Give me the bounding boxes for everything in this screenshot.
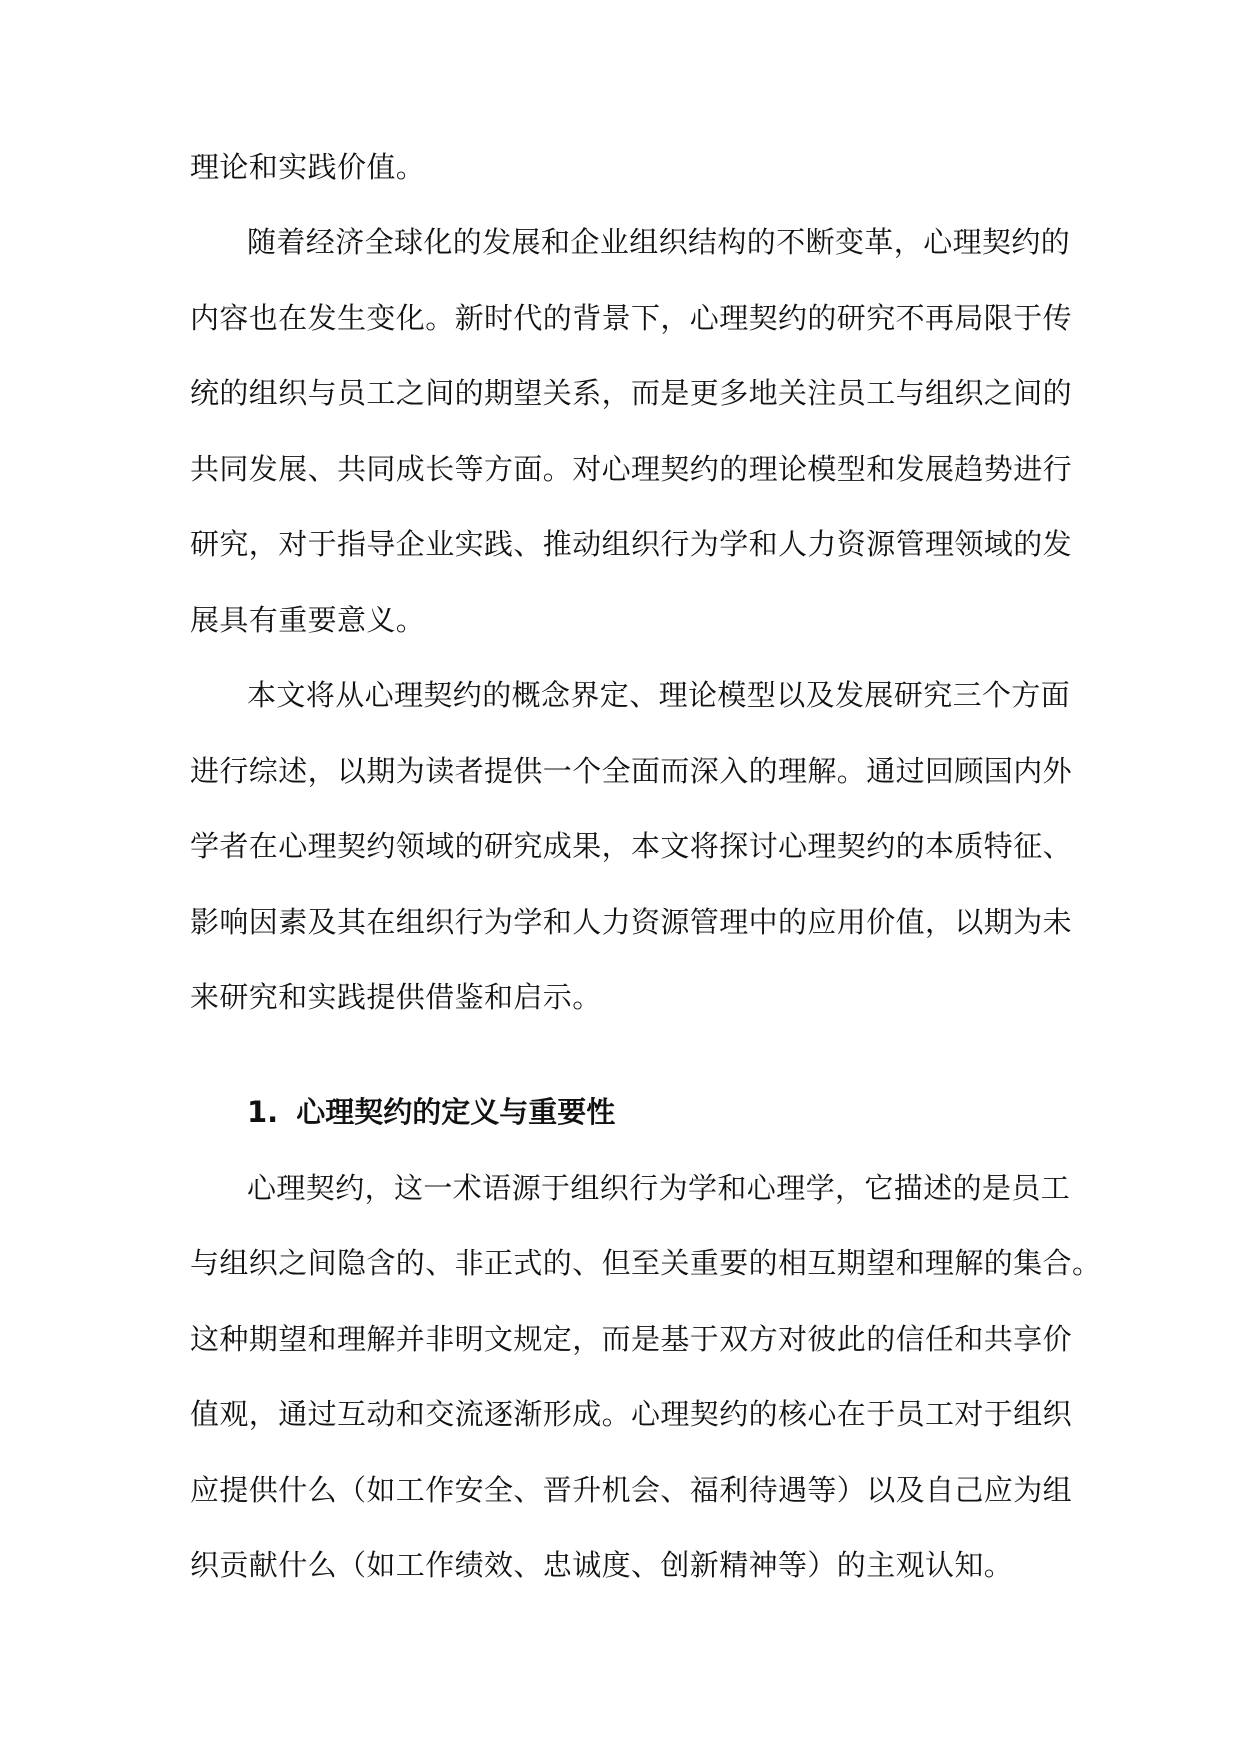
paragraph-line: 影响因素及其在组织行为学和人力资源管理中的应用价值，以期为未 bbox=[190, 905, 1073, 939]
paragraph-line: 这种期望和理解并非明文规定，而是基于双方对彼此的信任和共享价 bbox=[190, 1322, 1073, 1356]
section-heading bbox=[247, 1092, 615, 1132]
paragraph-line: 共同发展、共同成长等方面。对心理契约的理论模型和发展趋势进行 bbox=[190, 452, 1073, 486]
paragraph-line: 内容也在发生变化。新时代的背景下，心理契约的研究不再局限于传 bbox=[190, 301, 1073, 335]
paragraph-line: 与组织之间隐含的、非正式的、但至关重要的相互期望和理解的集合。 bbox=[190, 1246, 1102, 1280]
paragraph-line: 随着经济全球化的发展和企业组织结构的不断变革，心理契约的 bbox=[247, 225, 1071, 259]
paragraph-line: 值观，通过互动和交流逐渐形成。心理契约的核心在于员工对于组织 bbox=[190, 1397, 1073, 1431]
paragraph-line: 织贡献什么（如工作绩效、忠诚度、创新精神等）的主观认知。 bbox=[190, 1548, 1014, 1582]
paragraph-line: 理论和实践价值。 bbox=[190, 150, 426, 184]
paragraph-line: 统的组织与员工之间的期望关系，而是更多地关注员工与组织之间的 bbox=[190, 376, 1073, 410]
paragraph-line: 研究，对于指导企业实践、推动组织行为学和人力资源管理领域的发 bbox=[190, 527, 1073, 561]
paragraph-line: 来研究和实践提供借鉴和启示。 bbox=[190, 980, 602, 1014]
paragraph-line: 本文将从心理契约的概念界定、理论模型以及发展研究三个方面 bbox=[247, 678, 1071, 712]
paragraph-line: 进行综述，以期为读者提供一个全面而深入的理解。通过回顾国内外 bbox=[190, 754, 1073, 788]
section-title: 心理契约的定义与重要性 bbox=[296, 1095, 616, 1129]
paragraph-line: 展具有重要意义。 bbox=[190, 603, 426, 637]
paragraph-line: 应提供什么（如工作安全、晋升机会、福利待遇等）以及自己应为组 bbox=[190, 1473, 1073, 1507]
paragraph-line: 学者在心理契约领域的研究成果，本文将探讨心理契约的本质特征、 bbox=[190, 829, 1073, 863]
section-number: 1. bbox=[247, 1095, 279, 1129]
paragraph-line: 心理契约，这一术语源于组织行为学和心理学，它描述的是员工 bbox=[247, 1171, 1071, 1205]
